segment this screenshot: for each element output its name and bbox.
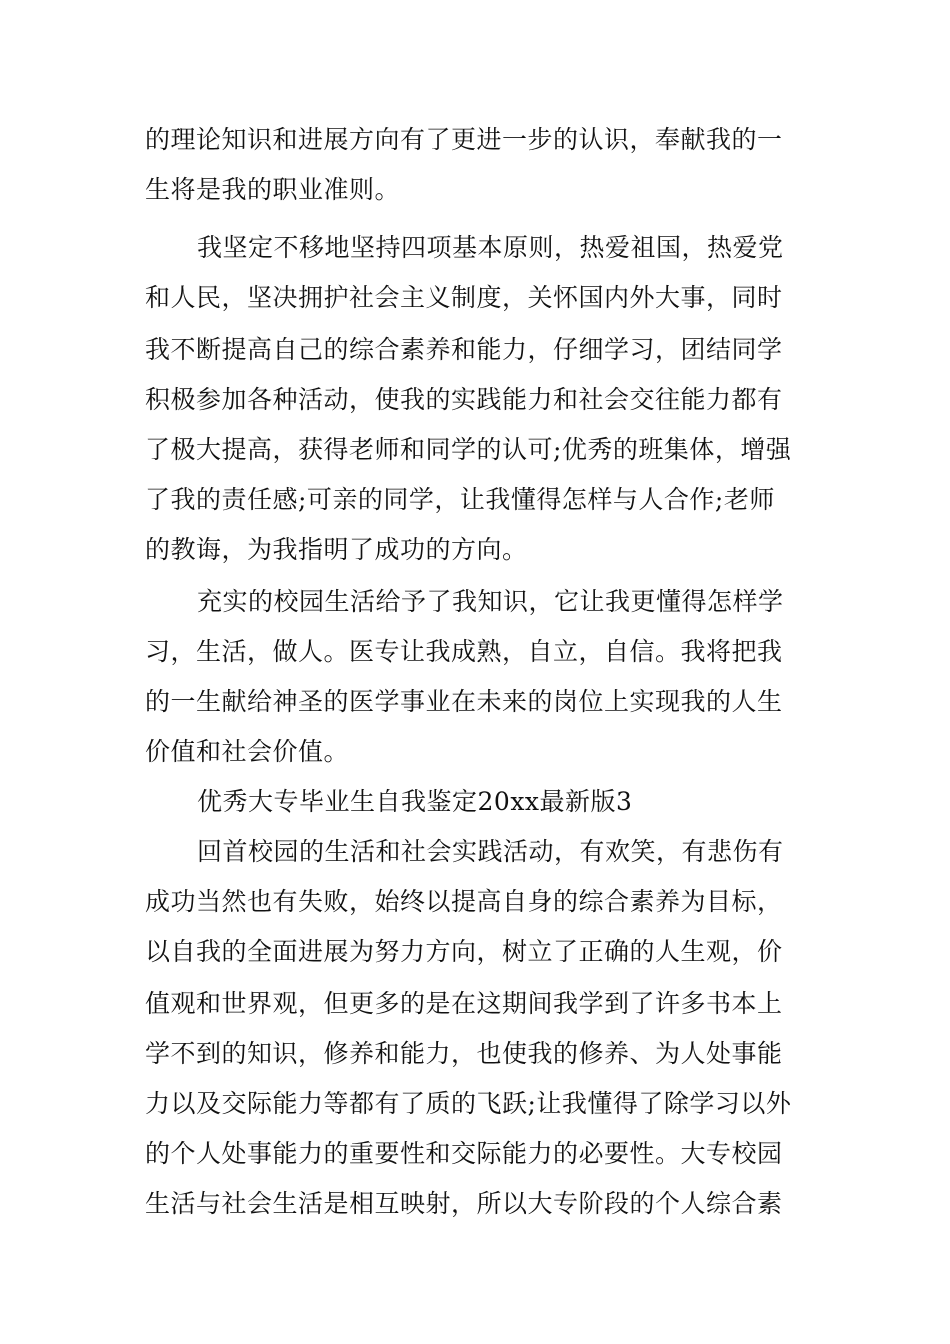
text-line: 成功当然也有失败，始终以提高自身的综合素养为目标， <box>145 887 783 916</box>
text-line: 了极大提高，获得老师和同学的认可;优秀的班集体，增强 <box>145 435 792 464</box>
text-line: 的一生献给神圣的医学事业在未来的岗位上实现我的人生 <box>145 687 783 716</box>
text-line: 学不到的知识，修养和能力，也使我的修养、为人处事能 <box>145 1039 783 1068</box>
text-line: 我不断提高自己的综合素养和能力，仔细学习，团结同学 <box>145 335 783 364</box>
text-line: 以自我的全面进展为努力方向，树立了正确的人生观，价 <box>145 937 783 966</box>
text-line: 和人民，坚决拥护社会主义制度，关怀国内外大事，同时 <box>145 283 783 312</box>
text-line: 的理论知识和进展方向有了更进一步的认识，奉献我的一 <box>145 125 783 154</box>
text-line: 生活与社会生活是相互映射，所以大专阶段的个人综合素 <box>145 1189 783 1218</box>
text-line: 回首校园的生活和社会实践活动，有欢笑，有悲伤有 <box>197 837 784 866</box>
text-line: 值观和世界观，但更多的是在这期间我学到了许多书本上 <box>145 989 783 1018</box>
text-line: 的教诲，为我指明了成功的方向。 <box>145 535 528 564</box>
text-line: 的个人处事能力的重要性和交际能力的必要性。大专校园 <box>145 1139 783 1168</box>
text-line: 我坚定不移地坚持四项基本原则，热爱祖国，热爱党 <box>197 233 784 262</box>
text-line: 了我的责任感;可亲的同学，让我懂得怎样与人合作;老师 <box>145 485 775 514</box>
text-line: 力以及交际能力等都有了质的飞跃;让我懂得了除学习以外 <box>145 1089 792 1118</box>
text-line: 积极参加各种活动，使我的实践能力和社会交往能力都有 <box>145 385 783 414</box>
section-heading: 优秀大专毕业生自我鉴定20xx最新版3 <box>197 787 633 816</box>
text-line: 价值和社会价值。 <box>145 737 350 766</box>
text-line: 充实的校园生活给予了我知识，它让我更懂得怎样学 <box>197 587 784 616</box>
text-line: 习，生活，做人。医专让我成熟，自立，自信。我将把我 <box>145 637 783 666</box>
text-line: 生将是我的职业准则。 <box>145 175 401 204</box>
